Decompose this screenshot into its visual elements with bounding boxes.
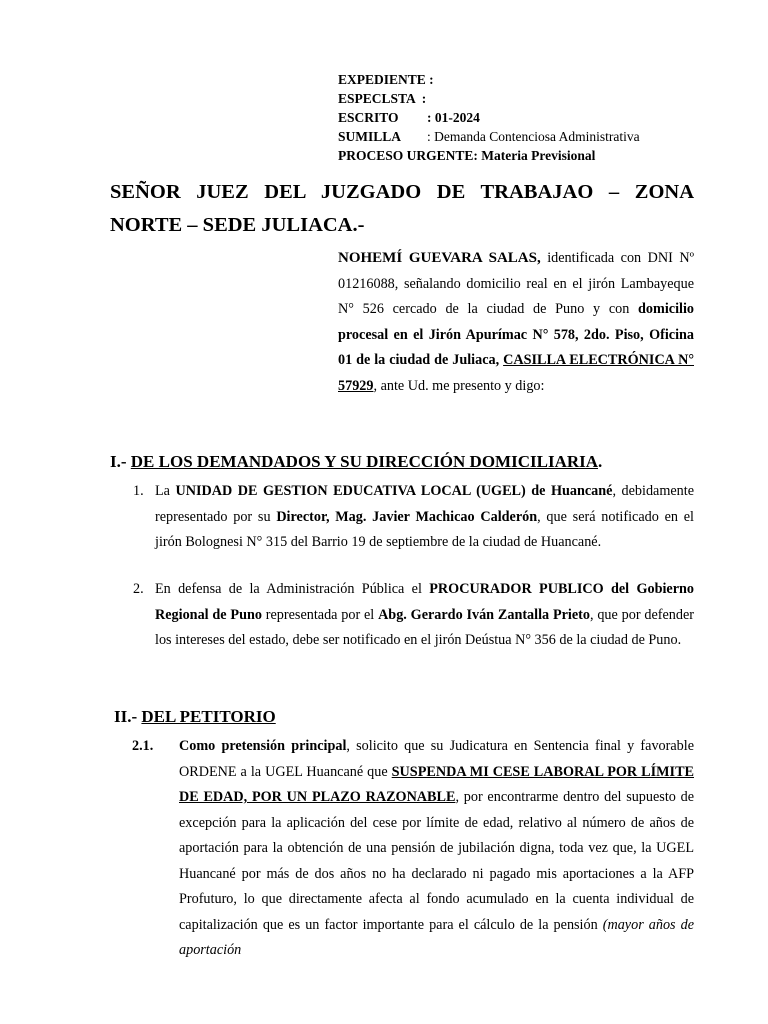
section1-title: DE LOS DEMANDADOS Y SU DIRECCIÓN DOMICILIARIA [130, 452, 599, 471]
sumilla-row [338, 127, 640, 146]
item-bold-text: PROCURADOR PUBLICO del Gobierno Regional de Puno [155, 581, 694, 623]
item-text: En defensa de la Administración Pública el [155, 581, 430, 597]
item-bold-text: UNIDAD DE GESTION EDUCATIVA LOCAL (UGEL) de Huancané [175, 483, 613, 499]
escrito-row [338, 108, 640, 127]
intro-text-1: identificada con DNI Nº 01216088, señalando domicilio real en el jirón Lambayeque N° 526 cercado de la ciudad de Puno y con [338, 250, 694, 317]
list-item-number: 2. [133, 581, 144, 597]
especialista-row [338, 89, 640, 108]
list-item [133, 577, 694, 654]
petitorio-number: 2.1. [132, 738, 154, 754]
escrito-label: ESCRITO [338, 110, 399, 125]
proceso-row [338, 146, 640, 165]
section-heading-petitorio [114, 706, 276, 728]
sumilla-label: SUMILLA [338, 129, 402, 144]
item-text: La [155, 483, 176, 499]
case-header [338, 70, 640, 165]
court-address-line1: SEÑOR JUEZ DEL JUZGADO DE TRABAJAO – ZONA [110, 181, 694, 203]
escrito-value: : 01-2024 [427, 110, 480, 125]
electronic-box: CASILLA ELECTRÓNICA N° 57929 [338, 352, 694, 394]
proceso-value: Materia Previsional [481, 148, 596, 163]
item-text: representada por el [261, 606, 379, 623]
section2-prefix: II.- [114, 707, 138, 726]
section2-title: DEL PETITORIO [141, 707, 276, 726]
section1-suffix: . [598, 452, 603, 471]
petitorio-paragraph [179, 734, 694, 964]
expediente-row [338, 70, 640, 89]
especialista-label: ESPECLSTA : [338, 91, 427, 106]
court-address-line2: NORTE – SEDE JULIACA.- [110, 214, 365, 236]
petitorio-bold: Como pretensión principal [179, 738, 347, 754]
item-text: , que será notificado en el jirón Bolognesi N° 315 del Barrio 19 de septiembre de la ciudad de Huancané. [155, 508, 694, 550]
petitorio-italic: (mayor años de aportación [179, 916, 694, 958]
section1-prefix: I.- [110, 452, 127, 471]
item-bold-text: Abg. Gerardo Iván Zantalla Prieto [378, 606, 590, 623]
plaintiff-name: NOHEMÍ GUEVARA SALAS, [338, 250, 541, 266]
item-bold-text: Director, Mag. Javier Machicao Calderón [276, 508, 538, 525]
expediente-label: EXPEDIENTE : [338, 72, 434, 87]
procedural-domicile: domicilio procesal en el Jirón Apurímac N° 578, 2do. Piso, Oficina 01 de la ciudad de Juliaca, [338, 301, 694, 368]
list-item [133, 479, 694, 556]
plaintiff-introduction [338, 246, 694, 399]
petitorio-request: SUSPENDA MI CESE LABORAL POR LÍMITE DE EDAD, POR UN PLAZO RAZONABLE [179, 763, 694, 805]
section-heading-defendants [110, 451, 602, 473]
list-item-number: 1. [133, 483, 144, 499]
item-text: , que por defender los intereses del estado, debe ser notificado en el jirón Deústua N° 356 de la ciudad de Puno. [155, 606, 694, 648]
sumilla-value: : Demanda Contenciosa Administrativa [427, 129, 640, 144]
petitorio-text-1: , solicito que su Judicatura en Sentencia final y favorable ORDENE a la UGEL Huancané que [179, 738, 694, 780]
intro-text-3: , ante Ud. me presento y digo: [373, 377, 545, 394]
item-text: , debidamente representado por su [155, 483, 694, 525]
proceso-label: PROCESO URGENTE: [338, 148, 478, 163]
petitorio-text-2: , por encontrarme dentro del supuesto de excepción para la aplicación del cese por límite de edad, relativo al número de años de aportación para la obtención de una pensión de jubilación digna, toda vez que, la UGEL Huancané por más de dos años no ha declarado ni pagado mis aportaciones a la AFP Profuturo, lo que directamente afecta al fondo acumulado en la cuenta individual de capitalización que es un factor importante para el cálculo de la pensión [179, 789, 695, 933]
